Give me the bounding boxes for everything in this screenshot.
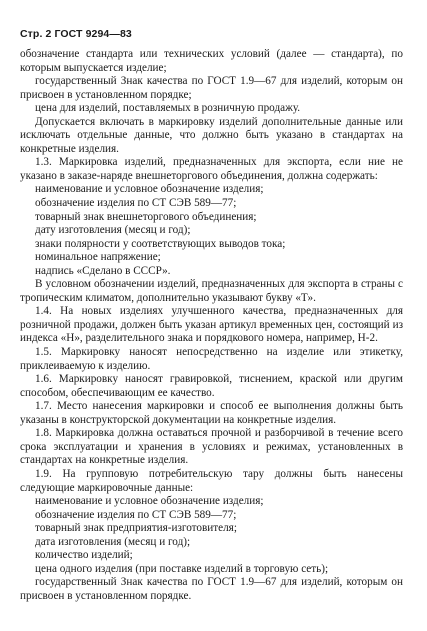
clause-1-9: 1.9. На групповую потребительскую тару должны быть нанесены следующие маркировочные данные: (20, 467, 403, 494)
list-item: цена одного изделия (при поставке изделий в торговую сеть); (35, 562, 329, 575)
list-item: дату изготовления (месяц и год); (35, 224, 191, 237)
clause-1-3: 1.3. Маркировка изделий, предназначенных для экспорта, если ние не указано в заказе-наряде внешнеторгового объединения, должна содержать: (20, 156, 403, 182)
list-item: товарный знак предприятия-изготовителя; (35, 522, 237, 535)
paragraph-standard-designation: обозначение стандарта или технических условий (далее — стандарта), по которым выпускается изделие; (20, 48, 403, 74)
list-item: знаки полярности у соответствующих выводов тока; (35, 237, 286, 250)
document-body (20, 48, 403, 603)
clause-1-4: 1.4. На новых изделиях улучшенного качества, предназначенных для розничной продажи, должен быть указан артикул временных цен, состоящий из индекса «Н», разделительного знака и порядкового номера, например, Н-2. (20, 305, 403, 345)
list-item: обозначение изделия по СТ СЭВ 589—77; (35, 508, 237, 521)
page-number: Стр. 2 (20, 28, 52, 40)
standard-designation: ГОСТ 9294—83 (54, 28, 132, 40)
list-item: количество изделий; (35, 549, 133, 562)
paragraph-quality-mark: государственный Знак качества по ГОСТ 1.9—67 для изделий, которым он присвоен в установленном порядке; (20, 75, 403, 101)
list-item: обозначение изделия по СТ СЭВ 589—77; (35, 197, 237, 210)
clause-1-6: 1.6. Маркировку наносят гравировкой, тиснением, краской или другим способом, обеспечивающим ее качество. (20, 373, 403, 399)
clause-1-8: 1.8. Маркировка должна оставаться прочной и разборчивой в течение всего срока эксплуатации и хранения в условиях и режимах, установленных в стандартах на конкретные изделия. (20, 427, 403, 467)
paragraph-additional-data: Допускается включать в маркировку изделий дополнительные данные или исключать отдельные данные, что должно быть указано в стандартах на конкретные изделия. (20, 115, 403, 155)
list-item: наименование и условное обозначение изделия; (35, 495, 264, 508)
paragraph-retail-price: цена для изделий, поставляемых в розничную продажу. (35, 102, 301, 115)
list-item: товарный знак внешнеторгового объединения; (35, 210, 257, 223)
list-item: надпись «Сделано в СССР». (35, 264, 171, 277)
list-item: номинальное напряжение; (35, 251, 161, 264)
clause-1-7: 1.7. Место нанесения маркировки и способ ее выполнения должны быть указаны в конструкторской документации на конкретные изделия. (20, 400, 403, 426)
page-header (20, 28, 132, 40)
list-item: наименование и условное обозначение изделия; (35, 183, 264, 196)
paragraph-tropical-export: В условном обозначении изделий, предназначенных для экспорта в страны с тропическим климатом, дополнительно указывают букву «Т». (20, 278, 403, 304)
list-item: дата изготовления (месяц и год); (35, 535, 191, 548)
list-item: государственный Знак качества по ГОСТ 1.9—67 для изделий, которым он присвоен в установленном порядке. (20, 576, 403, 602)
clause-1-5: 1.5. Маркировку наносят непосредственно на изделие или этикетку, приклеиваемую к изделию. (20, 346, 403, 372)
